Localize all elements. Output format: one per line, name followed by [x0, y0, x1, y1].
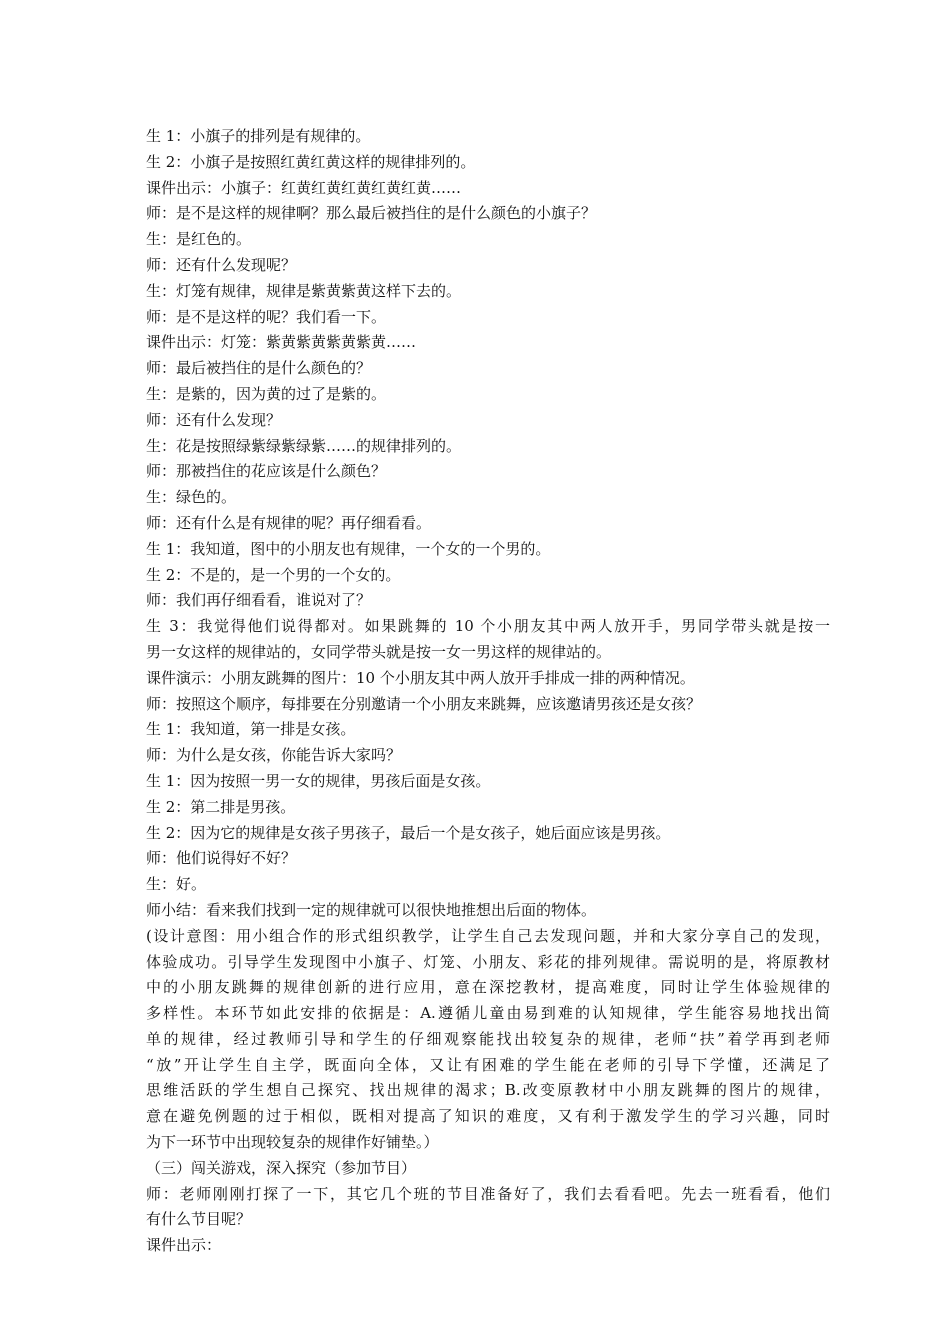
text-line: 生 1：因为按照一男一女的规律，男孩后面是女孩。 — [146, 771, 491, 790]
text-line: 师：还有什么发现呢？ — [146, 255, 297, 274]
text-line: 课件出示： — [146, 1236, 222, 1255]
text-line: 课件出示：小旗子：红黄红黄红黄红黄红黄…… — [146, 178, 462, 197]
text-line: 生 3：我觉得他们说得都对。如果跳舞的 10 个小朋友其中两人放开手，男同学带头就是按一 — [146, 617, 830, 636]
text-line: 有什么节目呢？ — [146, 1210, 252, 1229]
section-heading: （三）闯关游戏，深入探究（参加节目） — [146, 1158, 417, 1177]
text-line: 师：还有什么发现？ — [146, 410, 282, 429]
text-line: 师：是不是这样的规律啊？那么最后被挡住的是什么颜色的小旗子？ — [146, 204, 597, 223]
text-line: 生：灯笼有规律，规律是紫黄紫黄这样下去的。 — [146, 281, 462, 300]
design-intent-line: (设计意图：用小组合作的形式组织教学，让学生自己去发现问题，并和大家分享自己的发现， — [146, 926, 830, 945]
design-intent-line: 意在避免例题的过于相似，既相对提高了知识的难度，又有利于激发学生的学习兴趣，同时 — [146, 1107, 830, 1126]
text-line: 师：最后被挡住的是什么颜色的？ — [146, 359, 372, 378]
design-intent-line: 体验成功。引导学生发现图中小旗子、灯笼、小朋友、彩花的排列规律。需说明的是，将原教材 — [146, 952, 830, 971]
design-intent-line: 思维活跃的学生想自己探究、找出规律的渴求；B.改变原教材中小朋友跳舞的图片的规律， — [146, 1081, 830, 1100]
text-line: 生 2：第二排是男孩。 — [146, 797, 296, 816]
text-line: 生 1：小旗子的排列是有规律的。 — [146, 127, 371, 145]
text-line: 生：好。 — [146, 875, 207, 894]
document-body — [146, 124, 830, 1259]
text-line: 生 2：因为它的规律是女孩子男孩子，最后一个是女孩子，她后面应该是男孩。 — [146, 823, 671, 842]
text-line: 生：是紫的，因为黄的过了是紫的。 — [146, 384, 387, 403]
text-line: 师：他们说得好不好？ — [146, 849, 297, 868]
text-line: 生 2：不是的，是一个男的一个女的。 — [146, 565, 401, 584]
text-line: 生：花是按照绿紫绿紫绿紫……的规律排列的。 — [146, 436, 462, 455]
text-line: 男一女这样的规律站的，女同学带头就是按一女一男这样的规律站的。 — [146, 642, 612, 661]
text-line: 师：为什么是女孩，你能告诉大家吗？ — [146, 746, 402, 765]
text-line: 生：是红色的。 — [146, 230, 252, 249]
text-line: 生 1：我知道，第一排是女孩。 — [146, 720, 356, 739]
design-intent-line: 多样性。本环节如此安排的依据是：A.遵循儿童由易到难的认知规律，学生能容易地找出简 — [146, 1004, 830, 1023]
design-intent-line: 单的规律，经过教师引导和学生的仔细观察能找出较复杂的规律，老师“扶”着学再到老师 — [146, 1029, 830, 1048]
text-line: 师：按照这个顺序，每排要在分别邀请一个小朋友来跳舞，应该邀请男孩还是女孩？ — [146, 694, 702, 713]
text-line: 课件演示：小朋友跳舞的图片：10 个小朋友其中两人放开手排成一排的两种情况。 — [146, 668, 695, 687]
text-line: 师：我们再仔细看看，谁说对了？ — [146, 591, 372, 610]
text-line: 师：老师刚刚打探了一下，其它几个班的节目准备好了，我们去看看吧。先去一班看看，他们 — [146, 1184, 830, 1203]
text-line: 生 2：小旗子是按照红黄红黄这样的规律排列的。 — [146, 152, 476, 171]
design-intent-line: “放”开让学生自主学，既面向全体，又让有困难的学生能在老师的引导下学懂，还满足了 — [146, 1055, 830, 1074]
text-line: 生：绿色的。 — [146, 488, 237, 507]
text-line: 师：还有什么是有规律的呢？再仔细看看。 — [146, 513, 432, 532]
text-line: 师小结：看来我们找到一定的规律就可以很快地推想出后面的物体。 — [146, 900, 597, 919]
text-line: 生 1：我知道，图中的小朋友也有规律，一个女的一个男的。 — [146, 539, 551, 558]
text-line: 师：是不是这样的呢？我们看一下。 — [146, 307, 387, 326]
text-line: 课件出示：灯笼：紫黄紫黄紫黄紫黄…… — [146, 333, 417, 352]
design-intent-line: 中的小朋友跳舞的规律创新的进行应用，意在深挖教材，提高难度，同时让学生体验规律的 — [146, 978, 830, 997]
design-intent-line: 为下一环节中出现较复杂的规律作好铺垫。） — [146, 1133, 439, 1152]
text-line: 师：那被挡住的花应该是什么颜色？ — [146, 462, 387, 481]
